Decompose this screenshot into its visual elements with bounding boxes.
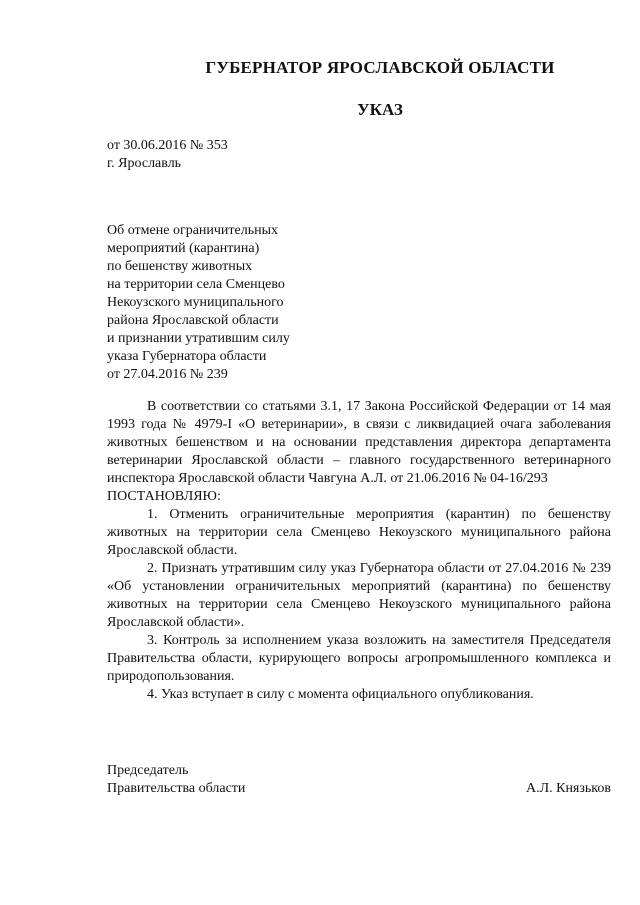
subject-line: указа Губернатора области	[107, 349, 267, 364]
issuer-title: ГУБЕРНАТОР ЯРОСЛАВСКОЙ ОБЛАСТИ	[205, 58, 555, 77]
document-subject	[107, 222, 290, 384]
subject-line: Некоузского муниципального	[107, 295, 284, 310]
signer-position-line-2: Правительства области	[107, 781, 246, 796]
resolution-item-2: 2. Признать утратившим силу указ Губернатора области от 27.04.2016 № 239 «Об установлении ограничительных мероприятий (карантина) по бешенству животных на территории села Сменцево Некоузского муниципального района Ярославской области».	[107, 561, 611, 630]
document-meta	[107, 137, 228, 173]
document-type: УКАЗ	[357, 100, 403, 119]
signature-block	[107, 762, 611, 798]
resolution-keyword: ПОСТАНОВЛЯЮ:	[107, 489, 221, 504]
subject-line: и признании утратившим силу	[107, 331, 290, 346]
subject-line: по бешенству животных	[107, 259, 253, 274]
subject-line: района Ярославской области	[107, 313, 279, 328]
document-body	[107, 398, 611, 704]
subject-line: Об отмене ограничительных	[107, 223, 279, 238]
resolution-item-4: 4. Указ вступает в силу с момента официального опубликования.	[147, 687, 534, 702]
preamble-paragraph: В соответствии со статьями 3.1, 17 Закона Российской Федерации от 14 мая 1993 года № 4979-I «О ветеринарии», в связи с ликвидацией очага заболевания животных бешенством и на основании представления директора департамента ветеринарии Ярославской области – главного государственного ветеринарного инспектора Ярославской области Чавгуна А.Л. от 21.06.2016 № 04-16/293	[107, 399, 611, 486]
city: г. Ярославль	[107, 156, 182, 171]
subject-line: на территории села Сменцево	[107, 277, 285, 292]
resolution-item-3: 3. Контроль за исполнением указа возложить на заместителя Председателя Правительства области, курирующего вопросы агропромышленного комплекса и природопользования.	[107, 633, 611, 684]
subject-line: от 27.04.2016 № 239	[107, 367, 228, 382]
subject-line: мероприятий (карантина)	[107, 241, 260, 256]
signer-position-line-1: Председатель	[107, 763, 189, 778]
resolution-item-1: 1. Отменить ограничительные мероприятия (карантин) по бешенству животных на территории села Сменцево Некоузского муниципального района Ярославской области.	[107, 507, 611, 558]
signer-name: А.Л. Князьков	[526, 781, 611, 796]
date-number: от 30.06.2016 № 353	[107, 138, 228, 153]
